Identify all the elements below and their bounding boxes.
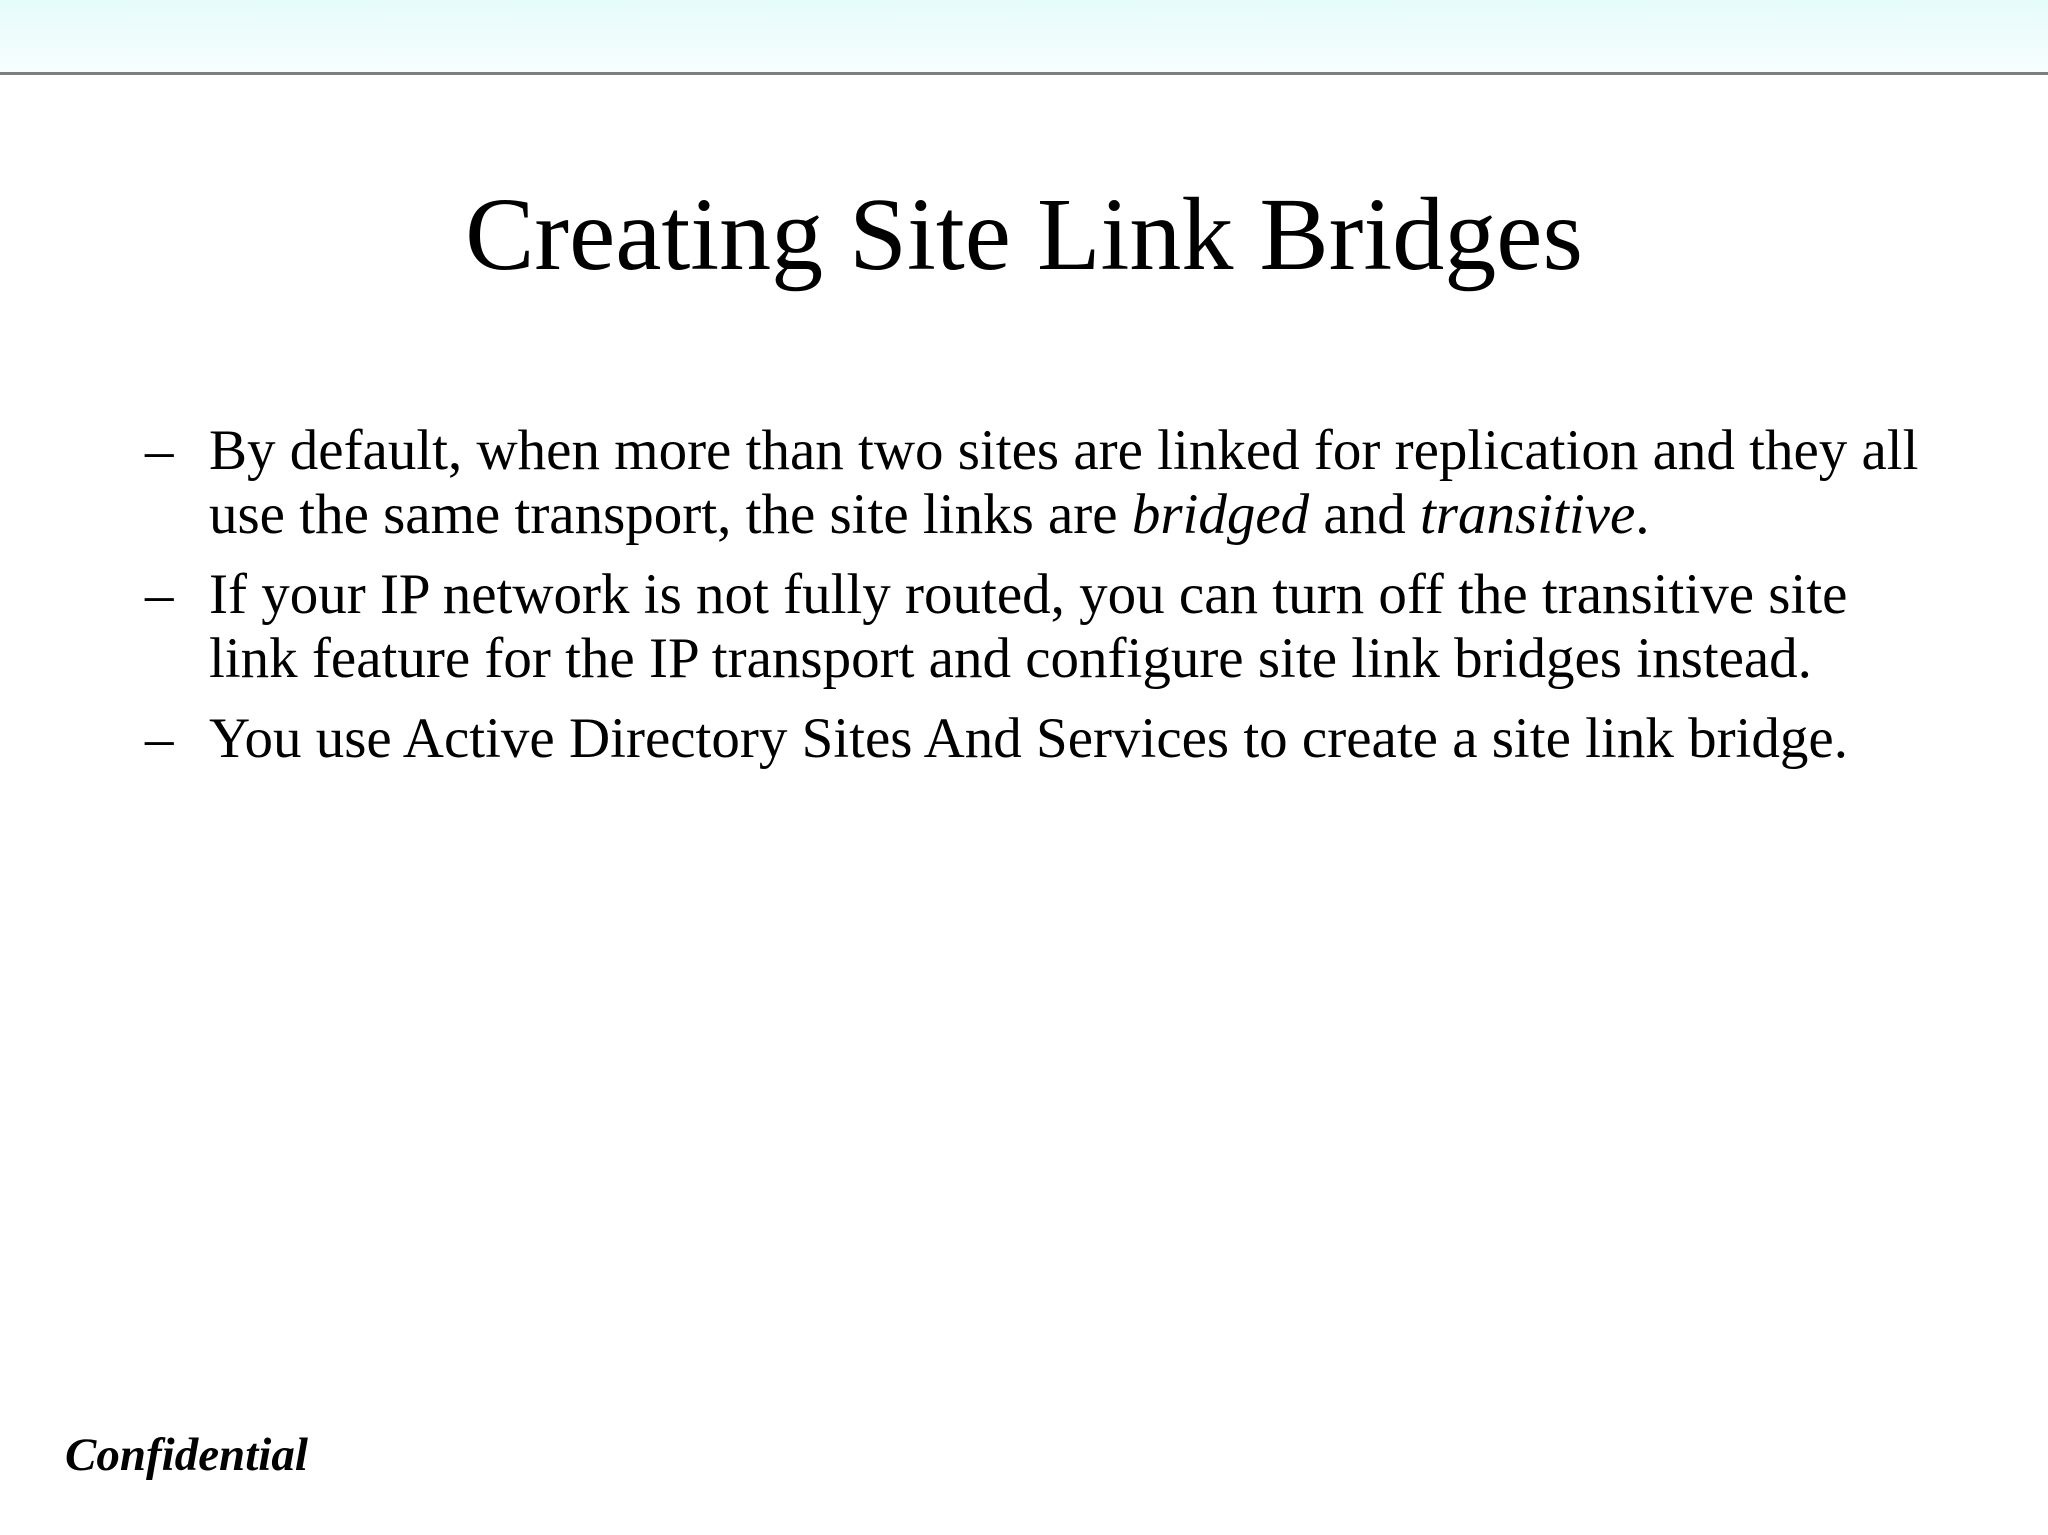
bullet-item — [145, 419, 1935, 547]
dash-bullet-icon: – — [145, 419, 174, 482]
bullet-item — [145, 563, 1935, 691]
bullet-item — [145, 707, 1935, 771]
footer-confidential-label: Confidential — [65, 1429, 308, 1481]
dash-bullet-icon: – — [145, 563, 174, 626]
bullet-text: . — [1635, 483, 1650, 546]
bullet-text: By default, when more than two sites are linked for replication and they all use the same transport, the site links are — [209, 419, 1919, 546]
dash-bullet-icon: – — [145, 707, 174, 770]
emphasis-bridged: bridged — [1131, 483, 1310, 546]
emphasis-transitive: transitive — [1419, 483, 1636, 546]
bullet-text: If your IP network is not fully routed, you can turn off the transitive site link feature for the IP transport and configure site link bridges instead. — [209, 563, 1848, 690]
bullet-text: You use Active Directory Sites And Services to create a site link bridge. — [209, 707, 1848, 770]
slide-title: Creating Site Link Bridges — [465, 177, 1583, 292]
bullet-text: and — [1309, 483, 1420, 546]
header-band — [0, 0, 2048, 75]
bullet-list — [145, 419, 1935, 787]
